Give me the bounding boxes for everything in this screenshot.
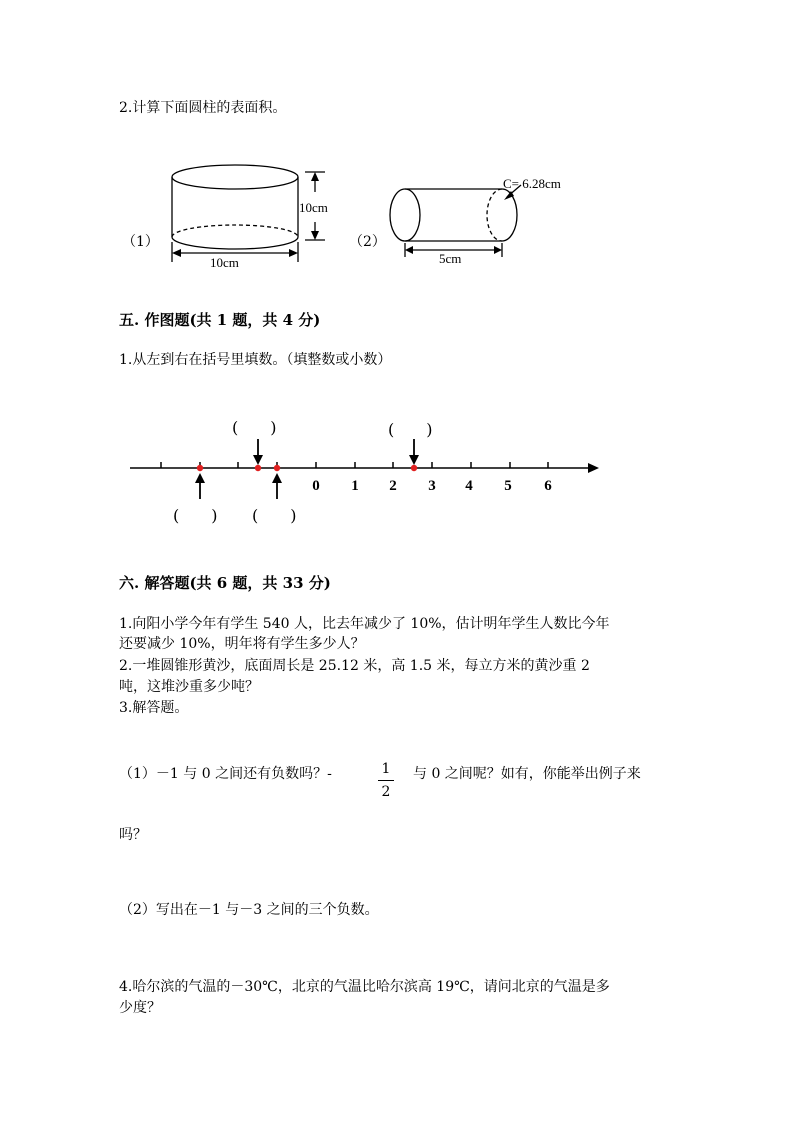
arrow-down-d <box>408 439 420 465</box>
fraction-bar <box>378 780 394 781</box>
blank-bracket-a[interactable]: ( ) <box>173 506 218 525</box>
question-1-line-1: 1.向阳小学今年有学生 540 人，比去年减少了 10%，估计明年学生人数比今年 <box>119 616 610 632</box>
point-c <box>274 465 280 471</box>
arrow-down-b <box>252 439 264 465</box>
height-label: 10cm <box>299 200 328 215</box>
diameter-label: 10cm <box>210 255 239 270</box>
length-label: 5cm <box>439 251 462 266</box>
tick-label-1: 1 <box>351 478 359 494</box>
section-6-header: 六. 解答题(共 6 题，共 33 分) <box>119 574 331 592</box>
tick-label-2: 2 <box>389 478 397 494</box>
arrow-up-c <box>271 473 283 499</box>
question-3-part-1-before: （1）－1 与 0 之间还有负数吗？- <box>119 766 332 782</box>
question-3-part-2: （2）写出在－1 与－3 之间的三个负数。 <box>119 902 379 918</box>
tick-label-5: 5 <box>504 478 512 494</box>
tick-label-4: 4 <box>465 478 473 494</box>
blank-bracket-d[interactable]: ( ) <box>388 420 433 439</box>
point-d <box>411 465 417 471</box>
fraction-denominator: 2 <box>381 784 391 800</box>
tick-label-3: 3 <box>428 478 436 494</box>
question-title-surface-area: 2.计算下面圆柱的表面积。 <box>119 100 287 116</box>
question-2-line-2: 吨，这堆沙重多少吨？ <box>119 679 259 695</box>
question-4-line-2: 少度？ <box>119 1000 161 1016</box>
circumference-label: C= 6.28cm <box>503 176 561 191</box>
question-2-line-1: 2.一堆圆锥形黄沙，底面周长是 25.12 米，高 1.5 米，每立方米的黄沙重 2 <box>119 658 590 674</box>
question-1-line-2: 还要减少 10%，明年将有学生多少人？ <box>119 636 365 652</box>
question-3-part-1-after: 与 0 之间呢？如有，你能举出例子来 <box>413 766 641 782</box>
section-5-question-1: 1.从左到右在括号里填数。（填整数或小数） <box>119 352 392 368</box>
blank-bracket-c[interactable]: ( ) <box>252 506 297 525</box>
question-3-title: 3.解答题。 <box>119 700 189 716</box>
cylinder-figure-1 <box>165 160 365 270</box>
fraction-one-half <box>376 760 396 801</box>
figure-1-label: （1） <box>122 234 159 250</box>
point-b <box>255 465 261 471</box>
point-a <box>197 465 203 471</box>
number-line-arrowhead <box>588 463 599 473</box>
arrow-up-a <box>194 473 206 499</box>
figure-2-label: （2） <box>349 234 386 250</box>
question-4-line-1: 4.哈尔滨的气温的－30℃，北京的气温比哈尔滨高 19℃，请问北京的气温是多 <box>119 979 610 995</box>
tick-label-0: 0 <box>312 478 320 494</box>
question-3-part-1-cont: 吗？ <box>119 827 147 843</box>
section-5-header: 五. 作图题(共 1 题，共 4 分) <box>119 311 321 329</box>
fraction-numerator: 1 <box>381 761 391 777</box>
tick-label-6: 6 <box>544 478 552 494</box>
blank-bracket-b[interactable]: ( ) <box>232 418 277 437</box>
